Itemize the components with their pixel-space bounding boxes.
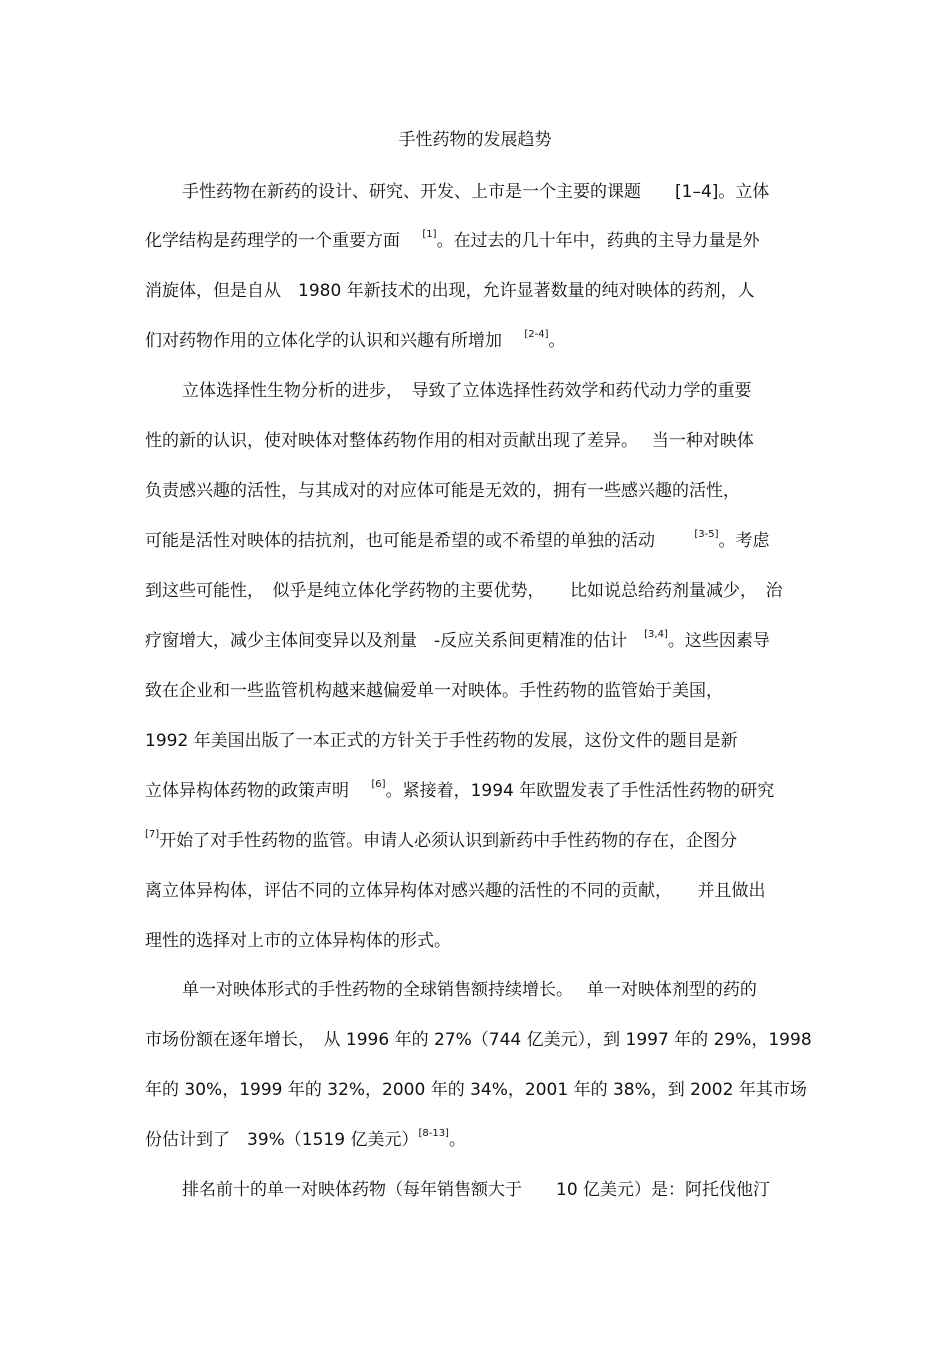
text-line: 性的新的认识，使对映体对整体药物作用的相对贡献出现了差异。 当一种对映体 (145, 431, 754, 451)
citation: [7] (145, 829, 160, 840)
citation: [6] (371, 779, 386, 790)
text-line: 年的 30%，1999 年的 32%，2000 年的 34%，2001 年的 38%，到 2002 年其市场 (145, 1080, 807, 1100)
text-line: 疗窗增大，减少主体间变异以及剂量 -反应关系间更精准的估计 [3,4]。这些因素导 (145, 629, 770, 651)
text-line: 们对药物作用的立体化学的认识和兴趣有所增加 [2-4]。 (145, 329, 566, 351)
page-title: 手性药物的发展趋势 (398, 130, 552, 150)
text-line: 致在企业和一些监管机构越来越偏爱单一对映体。手性药物的监管始于美国， (145, 681, 723, 701)
citation: [3,4] (644, 629, 668, 640)
text-line: 立体选择性生物分析的进步， 导致了立体选择性药效学和药代动力学的重要 (182, 381, 752, 401)
text-line: [7]开始了对手性药物的监管。申请人必须认识到新药中手性药物的存在，企图分 (145, 829, 738, 851)
text-line: 离立体异构体，评估不同的立体异构体对感兴趣的活性的不同的贡献， 并且做出 (145, 881, 766, 901)
text-line: 消旋体，但是自从 1980 年新技术的出现，允许显著数量的纯对映体的药剂，人 (145, 281, 755, 301)
text-line: 负责感兴趣的活性，与其成对的对应体可能是无效的，拥有一些感兴趣的活性， (145, 481, 740, 501)
text-line: 1992 年美国出版了一本正式的方针关于手性药物的发展，这份文件的题目是新 (145, 731, 738, 751)
text-line: 立体异构体药物的政策声明 [6]。紧接着，1994 年欧盟发表了手性活性药物的研究 (145, 779, 775, 801)
text-line: 单一对映体形式的手性药物的全球销售额持续增长。 单一对映体剂型的药的 (182, 980, 757, 1000)
text-line: 份估计到了 39%（1519 亿美元）[8-13]。 (145, 1128, 466, 1150)
text-line: 排名前十的单一对映体药物（每年销售额大于 10 亿美元）是：阿托伐他汀 (182, 1180, 771, 1200)
citation: [1] (422, 229, 437, 240)
citation: [3-5] (694, 529, 719, 540)
text-line: 市场份额在逐年增长， 从 1996 年的 27%（744 亿美元），到 1997 年的 29%，1998 (145, 1030, 812, 1050)
text-line: 理性的选择对上市的立体异构体的形式。 (145, 931, 451, 951)
text-line: 手性药物在新药的设计、研究、开发、上市是一个主要的课题 [1–4]。立体 (182, 182, 770, 202)
citation: [2-4] (524, 329, 549, 340)
text-line: 到这些可能性， 似乎是纯立体化学药物的主要优势， 比如说总给药剂量减少， 治 (145, 581, 783, 601)
citation: [8-13] (418, 1128, 449, 1139)
text-line: 化学结构是药理学的一个重要方面 [1]。在过去的几十年中，药典的主导力量是外 (145, 229, 760, 251)
text-line: 可能是活性对映体的拮抗剂，也可能是希望的或不希望的单独的活动 [3-5]。考虑 (145, 529, 770, 551)
